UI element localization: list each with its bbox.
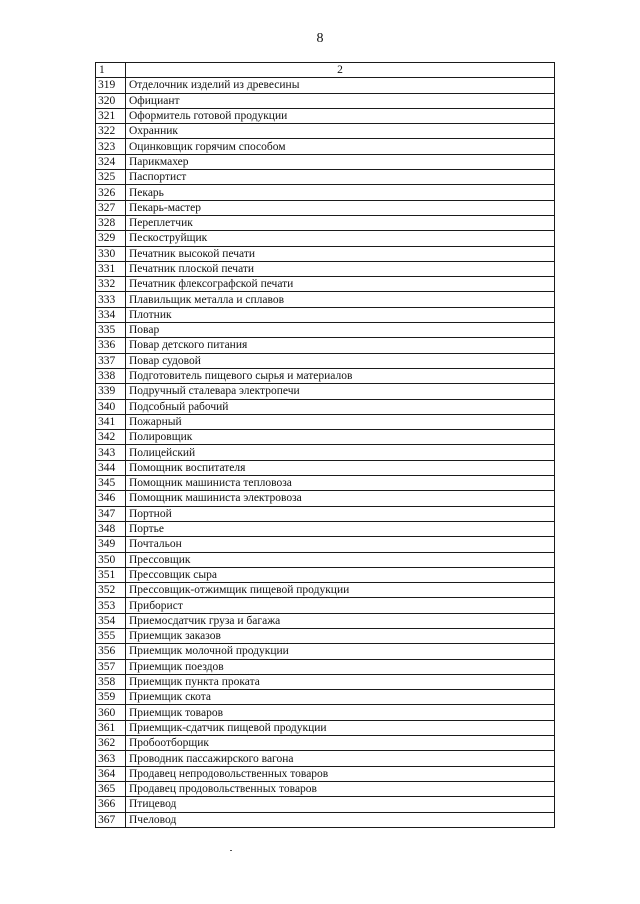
table-row [96,353,555,368]
row-number: 327 [96,200,126,215]
table-row [96,292,555,307]
profession-name: Портье [126,521,555,536]
profession-name: Приемщик молочной продукции [126,644,555,659]
table-row [96,613,555,628]
table-row [96,628,555,643]
table-row [96,552,555,567]
table-row [96,766,555,781]
profession-name: Пекарь [126,185,555,200]
table-row [96,215,555,230]
table-row [96,93,555,108]
table-row [96,521,555,536]
table-row [96,154,555,169]
table-row [96,200,555,215]
row-number: 324 [96,154,126,169]
profession-name: Помощник машиниста тепловоза [126,476,555,491]
profession-name: Плавильщик металла и сплавов [126,292,555,307]
row-number: 367 [96,812,126,827]
table-row [96,78,555,93]
profession-name: Пекарь-мастер [126,200,555,215]
professions-table [95,62,555,828]
profession-name: Прессовщик [126,552,555,567]
profession-name: Пчеловод [126,812,555,827]
row-number: 333 [96,292,126,307]
row-number: 354 [96,613,126,628]
row-number: 337 [96,353,126,368]
row-number: 352 [96,583,126,598]
row-number: 366 [96,797,126,812]
profession-name: Отделочник изделий из древесины [126,78,555,93]
profession-name: Плотник [126,307,555,322]
row-number: 351 [96,567,126,582]
profession-name: Оцинковщик горячим способом [126,139,555,154]
row-number: 330 [96,246,126,261]
table-row [96,445,555,460]
profession-name: Подготовитель пищевого сырья и материалов [126,368,555,383]
table-row [96,323,555,338]
table-row [96,460,555,475]
row-number: 321 [96,108,126,123]
row-number: 358 [96,674,126,689]
row-number: 323 [96,139,126,154]
row-number: 332 [96,277,126,292]
table-row [96,797,555,812]
row-number: 335 [96,323,126,338]
table-row [96,736,555,751]
table-header-row [96,63,555,78]
table-row [96,705,555,720]
profession-name: Пожарный [126,414,555,429]
profession-name: Печатник высокой печати [126,246,555,261]
row-number: 347 [96,506,126,521]
table-row [96,690,555,705]
row-number: 322 [96,124,126,139]
profession-name: Повар детского питания [126,338,555,353]
table-row [96,781,555,796]
row-number: 357 [96,659,126,674]
table-row [96,751,555,766]
scan-mark [230,850,232,851]
table-row [96,476,555,491]
row-number: 353 [96,598,126,613]
table-row [96,277,555,292]
profession-name: Официант [126,93,555,108]
column-header-number: 1 [96,63,126,78]
table-row [96,307,555,322]
row-number: 360 [96,705,126,720]
table-row [96,659,555,674]
table-row [96,567,555,582]
profession-name: Полировщик [126,430,555,445]
table-row [96,491,555,506]
row-number: 364 [96,766,126,781]
table-row [96,720,555,735]
profession-name: Приемщик-сдатчик пищевой продукции [126,720,555,735]
profession-name: Оформитель готовой продукции [126,108,555,123]
column-header-profession: 2 [126,63,555,78]
profession-name: Приемщик поездов [126,659,555,674]
profession-name: Подручный сталевара электропечи [126,384,555,399]
table-row [96,384,555,399]
profession-name: Печатник плоской печати [126,261,555,276]
row-number: 363 [96,751,126,766]
profession-name: Приборист [126,598,555,613]
row-number: 339 [96,384,126,399]
table-row [96,185,555,200]
row-number: 344 [96,460,126,475]
profession-name: Приемщик скота [126,690,555,705]
row-number: 355 [96,628,126,643]
table-row [96,231,555,246]
table-row [96,108,555,123]
profession-name: Приемщик товаров [126,705,555,720]
table-row [96,246,555,261]
row-number: 350 [96,552,126,567]
row-number: 365 [96,781,126,796]
table-row [96,414,555,429]
profession-name: Прессовщик-отжимщик пищевой продукции [126,583,555,598]
table-row [96,399,555,414]
row-number: 334 [96,307,126,322]
table-row [96,430,555,445]
profession-name: Охранник [126,124,555,139]
table-row [96,139,555,154]
profession-name: Приемщик пункта проката [126,674,555,689]
table-row [96,124,555,139]
table-row [96,506,555,521]
row-number: 326 [96,185,126,200]
row-number: 356 [96,644,126,659]
row-number: 345 [96,476,126,491]
table-row [96,338,555,353]
profession-name: Приемосдатчик груза и багажа [126,613,555,628]
profession-name: Приемщик заказов [126,628,555,643]
row-number: 328 [96,215,126,230]
row-number: 349 [96,537,126,552]
row-number: 342 [96,430,126,445]
row-number: 336 [96,338,126,353]
row-number: 362 [96,736,126,751]
row-number: 359 [96,690,126,705]
row-number: 320 [96,93,126,108]
profession-name: Подсобный рабочий [126,399,555,414]
table-row [96,644,555,659]
profession-name: Помощник воспитателя [126,460,555,475]
profession-name: Полицейский [126,445,555,460]
profession-name: Повар [126,323,555,338]
row-number: 331 [96,261,126,276]
profession-name: Портной [126,506,555,521]
row-number: 361 [96,720,126,735]
table-row [96,812,555,827]
row-number: 325 [96,170,126,185]
profession-name: Паспортист [126,170,555,185]
table-body [96,78,555,828]
row-number: 343 [96,445,126,460]
row-number: 340 [96,399,126,414]
profession-name: Продавец продовольственных товаров [126,781,555,796]
profession-name: Пробоотборщик [126,736,555,751]
row-number: 346 [96,491,126,506]
profession-name: Пескоструйщик [126,231,555,246]
profession-name: Печатник флексографской печати [126,277,555,292]
table-row [96,598,555,613]
table-row [96,674,555,689]
row-number: 319 [96,78,126,93]
profession-name: Проводник пассажирского вагона [126,751,555,766]
profession-name: Почтальон [126,537,555,552]
row-number: 348 [96,521,126,536]
row-number: 338 [96,368,126,383]
table-row [96,170,555,185]
row-number: 329 [96,231,126,246]
table-row [96,537,555,552]
page-number: 8 [316,31,324,46]
profession-name: Повар судовой [126,353,555,368]
profession-name: Птицевод [126,797,555,812]
profession-name: Продавец непродовольственных товаров [126,766,555,781]
table-row [96,583,555,598]
profession-name: Помощник машиниста электровоза [126,491,555,506]
table-row [96,368,555,383]
table-row [96,261,555,276]
profession-name: Прессовщик сыра [126,567,555,582]
profession-name: Переплетчик [126,215,555,230]
profession-name: Парикмахер [126,154,555,169]
row-number: 341 [96,414,126,429]
